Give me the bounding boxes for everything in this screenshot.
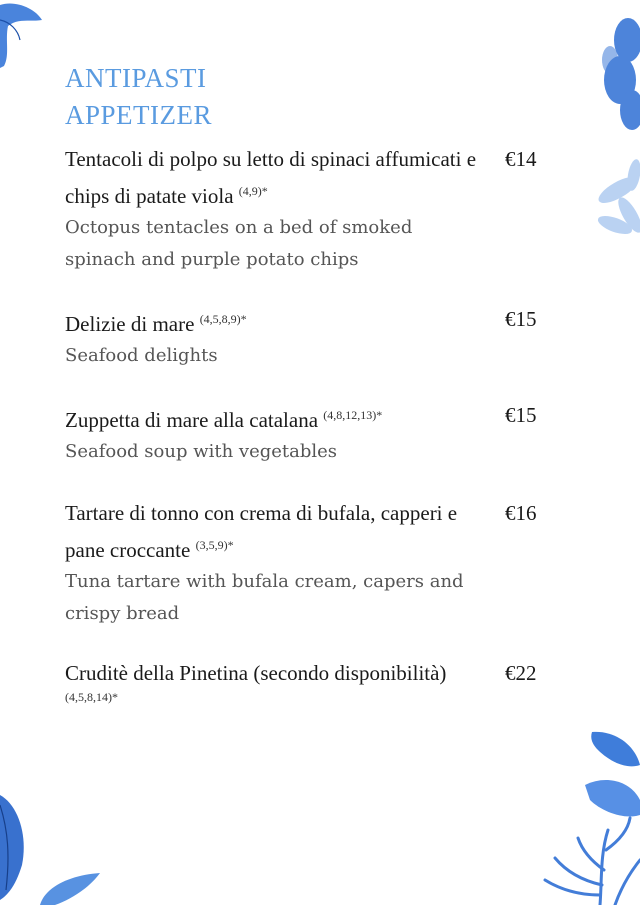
item-allergens: (4,5,8,9)* — [199, 312, 247, 326]
watercolor-coral-icon — [530, 730, 640, 905]
section-title-english: APPETIZER — [65, 100, 213, 130]
item-price: €16 — [505, 501, 537, 525]
item-price: €14 — [505, 147, 537, 171]
item-price: €15 — [505, 307, 537, 331]
item-description: Seafood soup with vegetables — [65, 441, 338, 462]
item-price: €15 — [505, 403, 537, 427]
item-name: Delizie di mare — [65, 312, 195, 336]
item-name: Tartare di tonno con crema di bufala, capperi e pane croccante — [65, 501, 458, 562]
watercolor-leaf-icon — [0, 0, 45, 70]
menu-item — [65, 657, 565, 705]
item-name: Zuppetta di mare alla catalana — [65, 408, 319, 432]
menu-item — [65, 399, 565, 468]
watercolor-flower-icon — [590, 0, 640, 260]
menu-item — [65, 497, 565, 630]
menu-item — [65, 303, 565, 372]
section-title-italian: ANTIPASTI — [65, 63, 207, 93]
menu-item — [65, 143, 565, 276]
item-description: Seafood delights — [65, 345, 218, 366]
item-description: Octopus tentacles on a bed of smoked spinach and purple potato chips — [65, 217, 413, 270]
item-description: Tuna tartare with bufala cream, capers and crispy bread — [65, 571, 464, 624]
item-allergens: (4,9)* — [238, 184, 268, 198]
watercolor-leaf-icon — [0, 795, 110, 905]
item-allergens: (3,5,9)* — [195, 538, 234, 552]
item-allergens: (4,8,12,13)* — [323, 408, 383, 422]
item-name: Tentacoli di polpo su letto di spinaci affumicati e chips di patate viola — [65, 147, 477, 208]
item-name: Cruditè della Pinetina (secondo disponibilità) — [65, 661, 447, 685]
item-allergens: (4,5,8,14)* — [65, 690, 118, 704]
item-price: €22 — [505, 661, 537, 685]
